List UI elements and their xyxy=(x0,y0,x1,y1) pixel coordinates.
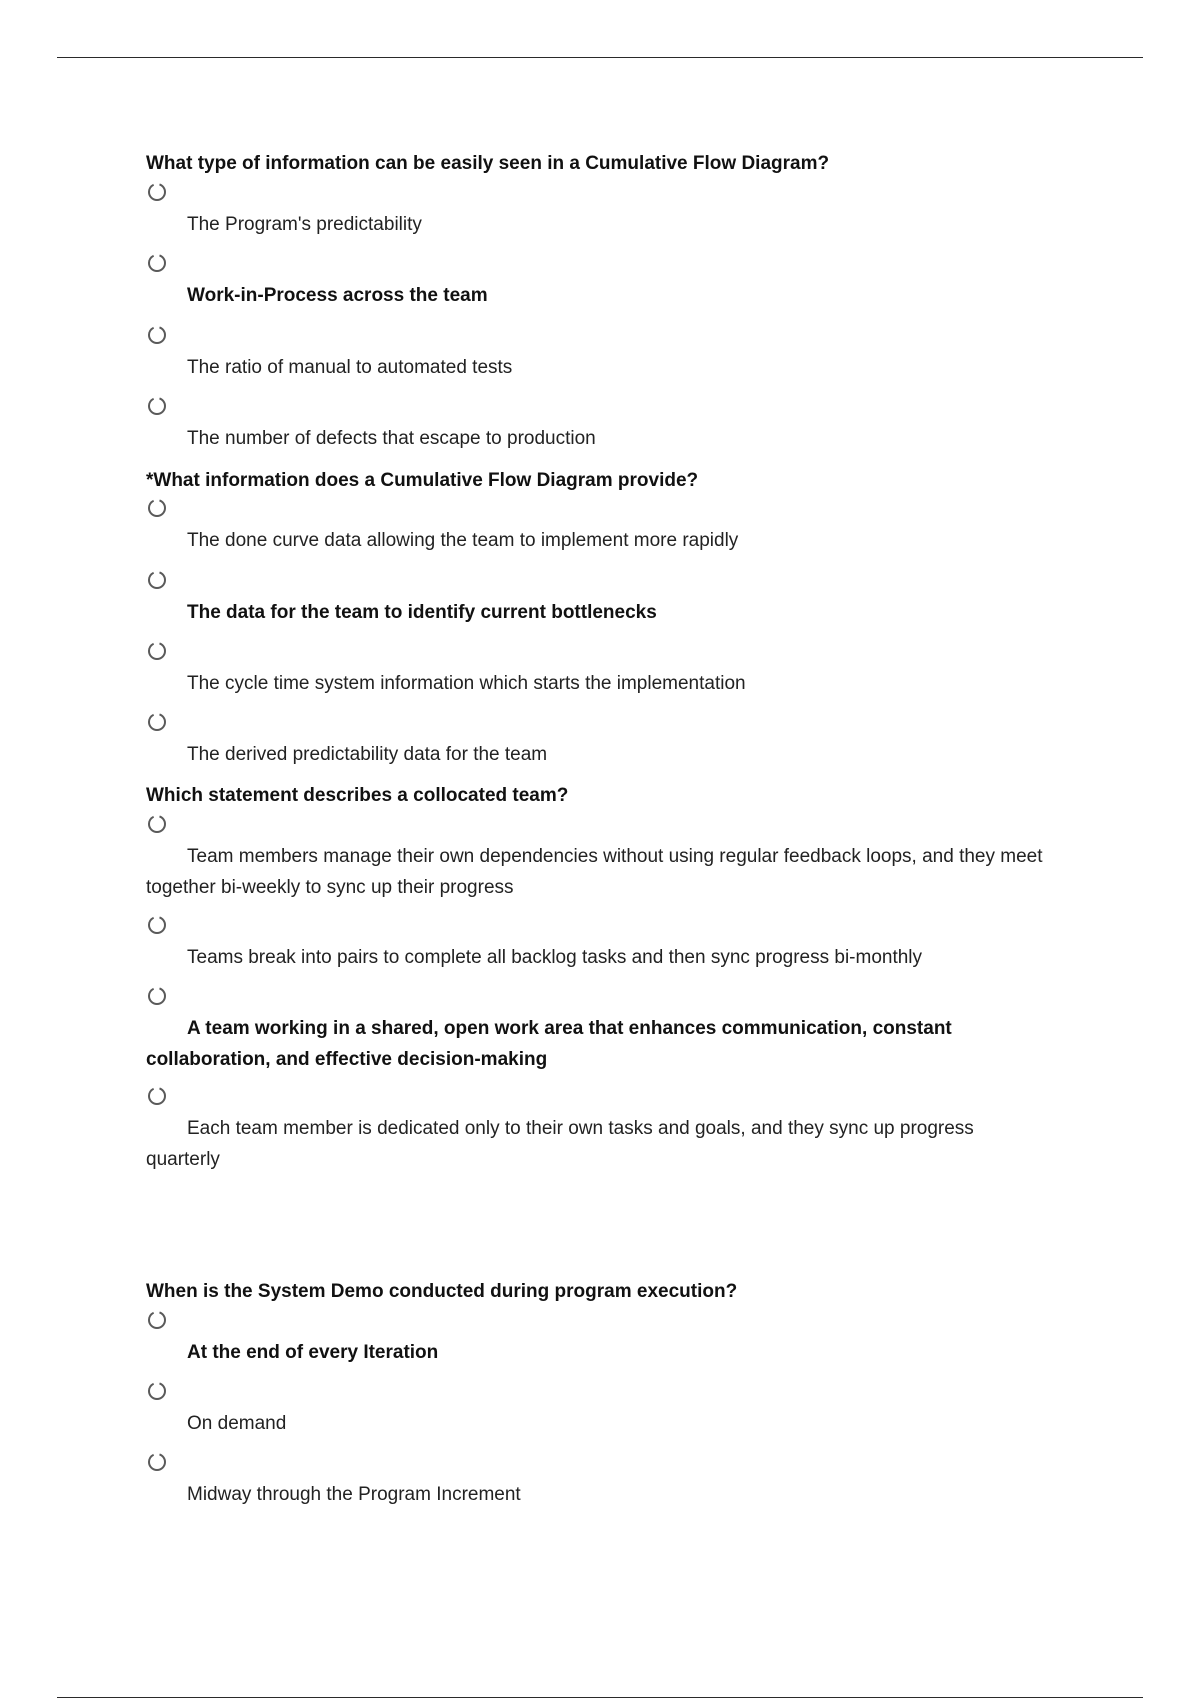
option-label: The number of defects that escape to production xyxy=(187,428,596,449)
radio-button-icon[interactable] xyxy=(146,395,168,417)
radio-button-icon[interactable] xyxy=(146,1085,168,1107)
option-label-correct: Work-in-Process across the team xyxy=(187,285,488,306)
question-1-text: What type of information can be easily seen in a Cumulative Flow Diagram? xyxy=(146,153,830,174)
radio-button-icon[interactable] xyxy=(146,1451,168,1473)
question-1-option-4[interactable] xyxy=(146,395,1046,454)
option-label: Each team member is dedicated only to their own tasks and goals, and they sync up progress quarterly xyxy=(146,1118,974,1170)
question-1-option-2[interactable] xyxy=(146,252,1046,311)
option-label: The cycle time system information which starts the implementation xyxy=(187,673,746,694)
question-2-option-2[interactable] xyxy=(146,569,1046,628)
option-label: The ratio of manual to automated tests xyxy=(187,357,513,378)
radio-button-icon[interactable] xyxy=(146,252,168,274)
option-label: On demand xyxy=(187,1413,287,1434)
radio-button-icon[interactable] xyxy=(146,914,168,936)
question-2-text: *What information does a Cumulative Flow Diagram provide? xyxy=(146,470,699,491)
radio-button-icon[interactable] xyxy=(146,181,168,203)
option-label: Team members manage their own dependencies without using regular feedback loops, and they meet together bi-weekly to sync up their progress xyxy=(146,846,1043,898)
question-3-option-2[interactable] xyxy=(146,914,1046,973)
question-3-text: Which statement describes a collocated team? xyxy=(146,785,569,806)
option-label-correct: A team working in a shared, open work area that enhances communication, constant collaboration, and effective decision-making xyxy=(146,1018,952,1070)
question-3-option-1[interactable] xyxy=(146,813,1046,903)
question-4-option-1[interactable] xyxy=(146,1309,1046,1368)
top-rule xyxy=(57,57,1143,58)
question-2-option-1[interactable] xyxy=(146,497,1046,556)
option-label: The done curve data allowing the team to implement more rapidly xyxy=(187,530,739,551)
radio-button-icon[interactable] xyxy=(146,324,168,346)
option-label: The derived predictability data for the team xyxy=(187,744,548,765)
question-2-option-4[interactable] xyxy=(146,711,1046,770)
question-3-option-3[interactable] xyxy=(146,985,1046,1075)
question-4-option-3[interactable] xyxy=(146,1451,1046,1510)
option-label: The Program's predictability xyxy=(187,214,422,235)
question-2-option-3[interactable] xyxy=(146,640,1046,699)
question-4-option-2[interactable] xyxy=(146,1380,1046,1439)
option-label-correct: At the end of every Iteration xyxy=(187,1342,439,1363)
radio-button-icon[interactable] xyxy=(146,640,168,662)
question-3-option-4[interactable] xyxy=(146,1085,1046,1175)
radio-button-icon[interactable] xyxy=(146,813,168,835)
option-label: Teams break into pairs to complete all backlog tasks and then sync progress bi-monthly xyxy=(187,947,923,968)
question-1-option-3[interactable] xyxy=(146,324,1046,383)
option-label-correct: The data for the team to identify current bottlenecks xyxy=(187,602,657,623)
radio-button-icon[interactable] xyxy=(146,569,168,591)
radio-button-icon[interactable] xyxy=(146,497,168,519)
radio-button-icon[interactable] xyxy=(146,711,168,733)
bottom-rule xyxy=(57,1697,1143,1698)
radio-button-icon[interactable] xyxy=(146,985,168,1007)
option-label: Midway through the Program Increment xyxy=(187,1484,521,1505)
radio-button-icon[interactable] xyxy=(146,1380,168,1402)
question-1-option-1[interactable] xyxy=(146,181,1046,240)
question-4-text: When is the System Demo conducted during program execution? xyxy=(146,1281,738,1302)
radio-button-icon[interactable] xyxy=(146,1309,168,1331)
